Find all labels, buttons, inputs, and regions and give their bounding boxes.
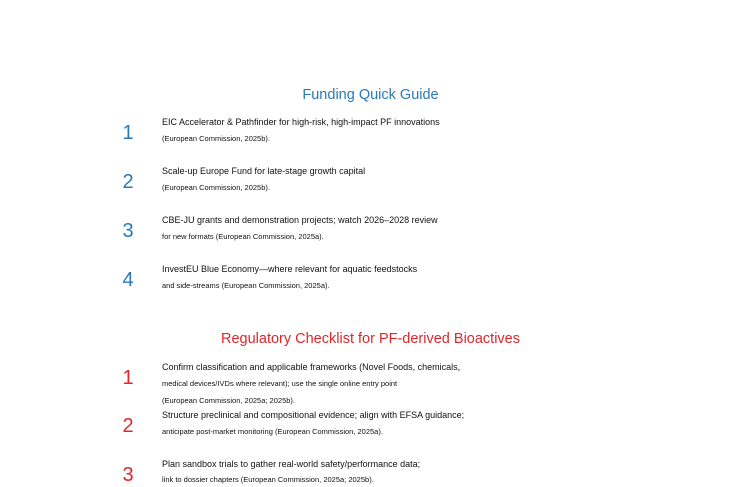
item-text: InvestEU Blue Economy—where relevant for aquatic feedstocks xyxy=(162,264,418,274)
item-number: 2 xyxy=(122,171,134,193)
item-number: 1 xyxy=(122,367,134,389)
item-number: 1 xyxy=(122,122,134,144)
item-text: Plan sandbox trials to gather real-world safety/performance data; xyxy=(162,459,421,469)
item-citation: and side-streams (European Commission, 2025a). xyxy=(162,281,330,290)
regulatory-section-title: Regulatory Checklist for PF-derived Bioactives xyxy=(221,331,520,347)
item-citation: (European Commission, 2025a; 2025b). xyxy=(162,396,295,405)
item-citation: (European Commission, 2025b). xyxy=(162,134,270,143)
item-text: CBE-JU grants and demonstration projects; watch 2026–2028 review xyxy=(162,215,438,225)
item-citation: link to dossier chapters (European Commission, 2025a; 2025b). xyxy=(162,475,374,484)
item-text: Confirm classification and applicable frameworks (Novel Foods, chemicals, xyxy=(162,362,461,372)
item-text: medical devices/IVDs where relevant); use the single online entry point xyxy=(162,379,398,388)
item-text: Structure preclinical and compositional evidence; align with EFSA guidance; xyxy=(162,410,465,420)
item-citation: (European Commission, 2025b). xyxy=(162,183,270,192)
item-citation: for new formats (European Commission, 2025a). xyxy=(162,232,324,241)
item-number: 3 xyxy=(122,220,134,242)
item-number: 3 xyxy=(122,464,134,486)
item-number: 4 xyxy=(122,269,134,291)
item-number: 2 xyxy=(122,415,134,437)
funding-section-title: Funding Quick Guide xyxy=(302,87,439,103)
item-text: Scale-up Europe Fund for late-stage growth capital xyxy=(162,166,366,176)
item-citation: anticipate post-market monitoring (European Commission, 2025a). xyxy=(162,427,383,436)
item-text: EIC Accelerator & Pathfinder for high-risk, high-impact PF innovations xyxy=(162,117,440,127)
